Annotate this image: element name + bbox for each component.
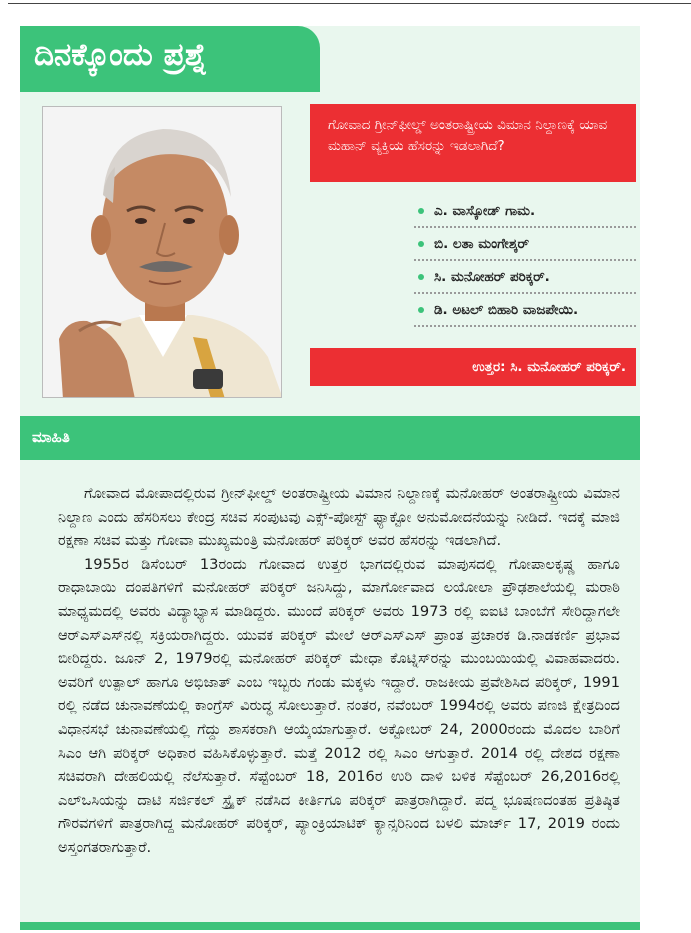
info-heading: ಮಾಹಿತಿ <box>32 428 70 446</box>
portrait-photo <box>42 106 282 398</box>
article-paragraph: 1955ರ ಡಿಸೆಂಬರ್ 13ರಂದು ಗೋವಾದ ಉತ್ತರ ಭಾಗದಲ್ಲಿರುವ ಮಾಪುಸದಲ್ಲಿ ಗೋಪಾಲಕೃಷ್ಣ ಹಾಗೂ ರಾಧಾಬಾಯಿ ದಂಪತಿಗಳಿಗೆ ಮನೋಹರ್ ಪರಿಕ್ಕರ್ ಜನಿಸಿದ್ದು, ಮಾರ್ಗೋವಾದ ಲಯೋಲಾ ಪ್ರೌಢಶಾಲೆಯಲ್ಲಿ ಮರಾಠಿ ಮಾಧ್ಯಮದಲ್ಲಿ ಅವರು ವಿದ್ಯಾಭ್ಯಾಸ ಮಾಡಿದ್ದರು. ಮುಂದೆ ಪರಿಕ್ಕರ್ ಅವರು 1973 ರಲ್ಲಿ ಐಐಟಿ ಬಾಂಬೆಗೆ ಸೇರಿದ್ದಾಗಲೇ ಆರ್‌ಎಸ್‌ಎಸ್‌ನಲ್ಲಿ ಸಕ್ರಿಯರಾಗಿದ್ದರು. ಯುವಕ ಪರಿಕ್ಕರ್ ಮೇಲೆ ಆರ್‌ಎಸ್‌ಎಸ್ ಪ್ರಾಂತ ಪ್ರಚಾರಕ ಡಿ.ನಾಡಕರ್ಣಿ ಪ್ರಭಾವ ಬೀರಿದ್ದರು. ಜೂನ್ 2, 1979ರಲ್ಲಿ ಮನೋಹರ್ ಪರಿಕ್ಕರ್ ಮೇಧಾ ಕೊಟ್ನಿಸ್‌ರನ್ನು ಮುಂಬಯಿಯಲ್ಲಿ ವಿವಾಹವಾದರು. ಅವರಿಗೆ ಉತ್ಪಾಲ್ ಹಾಗೂ ಅಭಿಜಾತ್ ಎಂಬ ಇಬ್ಬರು ಗಂಡು ಮಕ್ಕಳು ಇದ್ದಾರೆ. ರಾಜಕೀಯ ಪ್ರವೇಶಿಸಿದ ಪರಿಕ್ಕರ್, 1991 ರಲ್ಲಿ ನಡೆದ ಚುನಾವಣೆಯಲ್ಲಿ ಕಾಂಗ್ರೆಸ್ ವಿರುದ್ಧ ಸೋಲುತ್ತಾರೆ. ನಂತರ, ನವೆಂಬರ್ 1994ರಲ್ಲಿ ಅವರು ಪಣಜಿ ಕ್ಷೇತ್ರದಿಂದ ವಿಧಾನಸಭೆ ಚುನಾವಣೆಯಲ್ಲಿ ಗೆದ್ದು ಶಾಸಕರಾಗಿ ಆಯ್ಕೆಯಾಗುತ್ತಾರೆ. ಅಕ್ಟೋಬರ್ 24, 2000ರಂದು ಮೊದಲ ಬಾರಿಗೆ ಸಿಎಂ ಆಗಿ ಪರಿಕ್ಕರ್ ಅಧಿಕಾರ ವಹಿಸಿಕೊಳ್ಳುತ್ತಾರೆ. ಮತ್ತೆ 2012 ರಲ್ಲಿ ಸಿಎಂ ಆಗುತ್ತಾರೆ. 2014 ರಲ್ಲಿ ದೇಶದ ರಕ್ಷಣಾ ಸಚಿವರಾಗಿ ದೇಹಲಿಯಲ್ಲಿ ನೆಲೆಸುತ್ತಾರೆ. ಸೆಪ್ಟೆಂಬರ್ 18, 2016ರ ಉರಿ ದಾಳಿ ಬಳಿಕ ಸೆಪ್ಟೆಂಬರ್ 26,2016ರಲ್ಲಿ ಎಲ್‌ಒಸಿಯನ್ನು ದಾಟಿ ಸರ್ಜಿಕಲ್ ಸ್ಟ್ರೈಕ್ ನಡೆಸಿದ ಕೀರ್ತಿಗೂ ಪರಿಕ್ಕರ್ ಪಾತ್ರರಾಗಿದ್ದಾರೆ. ಪದ್ಮ ಭೂಷಣದಂತಹ ಪ್ರತಿಷ್ಠಿತ ಗೌರವಗಳಿಗೆ ಪಾತ್ರರಾಗಿದ್ದ ಮನೋಹರ್ ಪರಿಕ್ಕರ್, ಪ್ಯಾಂಕ್ರಿಯಾಟಿಕ್ ಕ್ಯಾನ್ಸರಿನಿಂದ ಬಳಲಿ ಮಾರ್ಚ್ 17, 2019 ರಂದು ಅಸ್ತಂಗತರಾಗುತ್ತಾರೆ. <box>58 555 620 856</box>
portrait-illustration <box>43 107 282 398</box>
option-text: ಸಿ. ಮನೋಹರ್ ಪರಿಕ್ಕರ್. <box>434 269 550 285</box>
question-box <box>310 104 636 182</box>
option-text: ಡಿ. ಅಟಲ್ ಬಿಹಾರಿ ವಾಜಪೇಯಿ. <box>434 302 579 318</box>
info-header <box>20 416 640 460</box>
option-c <box>414 262 636 294</box>
option-text: ಎ. ವಾಸ್ಕೋಡ್ ಗಾಮ. <box>434 203 536 219</box>
title-tab <box>20 26 320 92</box>
article-paragraph: ಗೋವಾದ ಮೋಪಾದಲ್ಲಿರುವ ಗ್ರೀನ್‌ಫೀಲ್ಡ್ ಅಂತರಾಷ್ಟ್ರೀಯ ವಿಮಾನ ನಿಲ್ದಾಣಕ್ಕೆ ಮನೋಹರ್ ಅಂತರಾಷ್ಟ್ರೀಯ ವಿಮಾನ ನಿಲ್ದಾಣ ಎಂದು ಹೆಸರಿಸಲು ಕೇಂದ್ರ ಸಚಿವ ಸಂಪುಟವು ಎಕ್ಸ್-ಪೋಸ್ಟ್ ಫ್ಯಾಕ್ಟೋ ಅನುಮೋದನೆಯನ್ನು ನೀಡಿದೆ. ಇದಕ್ಕೆ ಮಾಜಿ ರಕ್ಷಣಾ ಸಚಿವ ಮತ್ತು ಗೋವಾ ಮುಖ್ಯಮಂತ್ರಿ ಮನೋಹರ್ ಪರಿಕ್ಕರ್ ಅವರ ಹೆಸರನ್ನು ಇಡಲಾಗಿದೆ. <box>58 485 620 550</box>
option-d <box>414 295 636 327</box>
bullet-icon <box>418 241 424 247</box>
question-text: ಗೋವಾದ ಗ್ರೀನ್‌ಫೀಲ್ಡ್ ಅಂತರಾಷ್ಟ್ರೀಯ ವಿಮಾನ ನಿಲ್ದಾಣಕ್ಕೆ ಯಾವ ಮಹಾನ್ ವ್ಯಕ್ತಿಯ ಹೆಸರನ್ನು ಇಡಲಾಗಿದೆ? <box>328 117 608 154</box>
answer-text: ಉತ್ತರ: ಸಿ. ಮನೋಹರ್ ಪರಿಕ್ಕರ್. <box>472 359 626 375</box>
bullet-icon <box>418 307 424 313</box>
option-a <box>414 196 636 228</box>
option-text: ಬಿ. ಲತಾ ಮಂಗೇಶ್ಕರ್ <box>434 236 530 252</box>
bottom-strip <box>20 922 640 930</box>
option-b <box>414 229 636 261</box>
bullet-icon <box>418 274 424 280</box>
bullet-icon <box>418 208 424 214</box>
answer-box <box>310 348 636 386</box>
page-title: ದಿನಕ್ಕೊಂದು ಪ್ರಶ್ನೆ <box>34 37 208 73</box>
top-divider <box>8 3 691 4</box>
options-list <box>414 196 636 328</box>
info-article <box>58 482 620 860</box>
